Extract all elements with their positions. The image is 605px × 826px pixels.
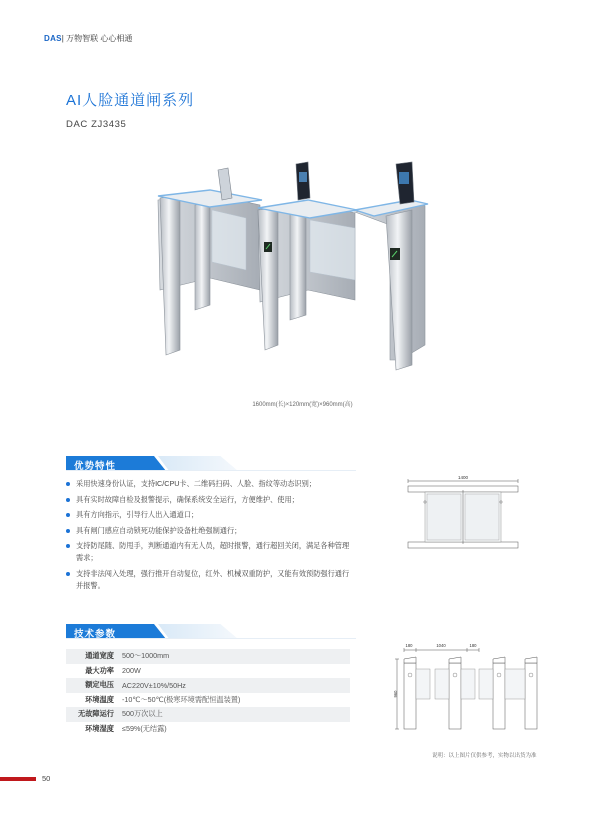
bullet-icon <box>66 498 70 502</box>
front-height-label: 960 <box>393 690 398 698</box>
brand-logo: DAS <box>44 34 62 43</box>
specs-section-header <box>66 624 356 639</box>
bullet-icon <box>66 544 70 548</box>
product-dimensions: 1600mm(长)×120mm(宽)×960mm(高) <box>252 402 353 408</box>
brand-header <box>44 33 132 44</box>
top-view-width-label: 1400 <box>457 475 469 480</box>
front-dim-b: 1040 <box>436 643 446 648</box>
spec-row: 通道宽度 500～1000mm <box>66 649 350 664</box>
features-list <box>66 478 356 595</box>
brand-slogan: | 万物智联 心心相通 <box>61 34 133 43</box>
top-view-drawing <box>405 474 521 560</box>
specs-heading: 技术参数 <box>74 629 117 640</box>
spec-row: 环境温度 -10℃～50℃(极寒环境需配恒温装置) <box>85 694 241 704</box>
turnstile-product-image <box>150 150 450 390</box>
page-number: 50 <box>42 774 51 783</box>
features-section-header <box>66 456 356 471</box>
bullet-icon <box>66 513 70 517</box>
spec-row: 额定电压 AC220V±10%/50Hz <box>66 678 350 693</box>
footer-accent-bar <box>0 777 36 781</box>
spec-row: 环境湿度 ≤59%(无结露) <box>85 723 167 733</box>
spec-row: 无故障运行 500万次以上 <box>66 707 350 722</box>
disclaimer-note: 说明：以上图片仅供参考，实物以出货为准 <box>432 753 537 759</box>
feature-item: 支持防尾随、防甩手，判断通道内有无人员，超时报警，通行超回关闭，满足各种管理需求； <box>66 540 356 564</box>
front-dim-c: 180 <box>469 643 477 648</box>
bullet-icon <box>66 529 70 533</box>
product-model: DAC ZJ3435 <box>66 119 127 130</box>
feature-item: 具有实时故障自检及报警提示，确保系统安全运行，方便维护、使用； <box>66 494 356 506</box>
bullet-icon <box>66 572 70 576</box>
feature-item: 采用快速身份认证，支持IC/CPU卡、二维码扫码、人脸、指纹等动态识别； <box>66 478 356 490</box>
front-view-drawing <box>389 641 547 739</box>
spec-row: 最大功率 200W <box>85 665 141 676</box>
front-dim-a: 180 <box>405 643 413 648</box>
features-heading: 优势特性 <box>74 461 117 472</box>
feature-item: 具有闸门感应自动锁死功能保护设备杜绝强制通行； <box>66 525 356 537</box>
bullet-icon <box>66 482 70 486</box>
feature-item: 支持非法闯入处理，强行推开自动复位，红外、机械双重防护，又能有效预防强行通行并报警。 <box>66 568 356 592</box>
feature-item: 具有方向指示，引导行人出入通道口； <box>66 509 356 521</box>
product-title: AI人脸通道闸系列 <box>66 92 195 109</box>
specs-table <box>66 649 350 736</box>
